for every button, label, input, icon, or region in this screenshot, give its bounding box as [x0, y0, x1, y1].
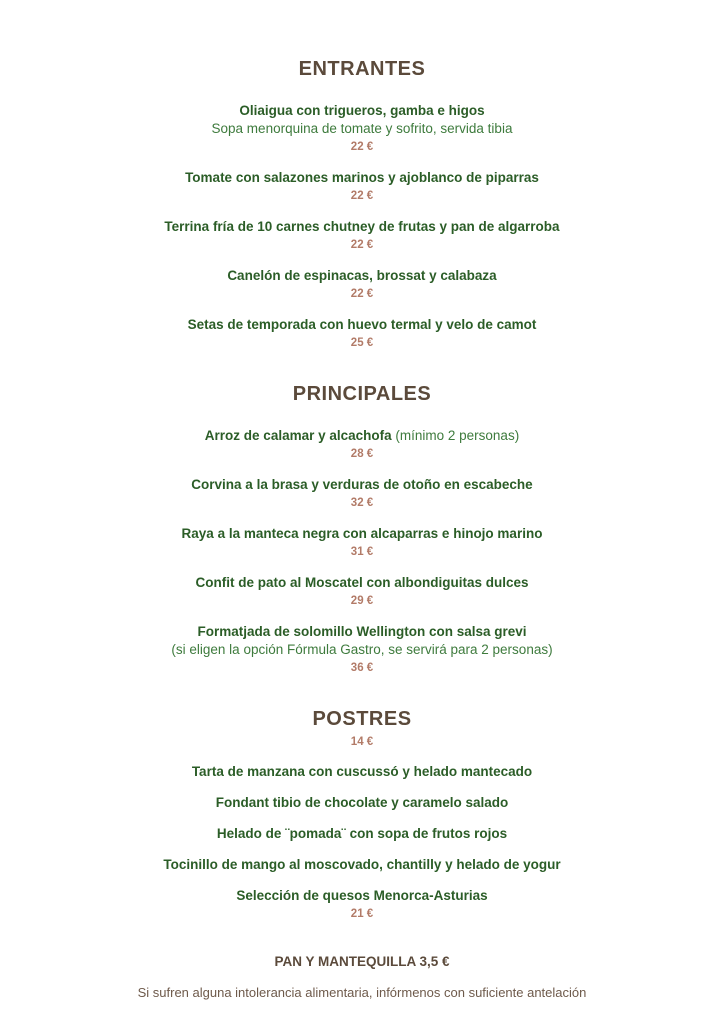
section-title-postres: POSTRES: [312, 708, 412, 730]
dish-name: Oliaigua con trigueros, gamba e higos: [239, 103, 485, 118]
menu-item: [0, 169, 724, 205]
dish-price: 22 €: [350, 190, 374, 202]
dish-price: 21 €: [350, 908, 374, 920]
menu-footer: [0, 953, 724, 1001]
dish-price: 29 €: [350, 595, 374, 607]
dish-name: Terrina fría de 10 carnes chutney de frutas y pan de algarroba: [164, 219, 560, 234]
dish-name: Tocinillo de mango al moscovado, chantilly y helado de yogur: [163, 857, 561, 872]
allergy-notice: Si sufren alguna intolerancia alimentaria, infórmenos con suficiente antelación: [137, 985, 587, 1000]
menu-item: [0, 794, 724, 812]
menu-item: [0, 102, 724, 156]
dish-name: Raya a la manteca negra con alcaparras e hinojo marino: [181, 526, 543, 541]
section-title-entrantes: ENTRANTES: [298, 58, 426, 80]
menu-item: [0, 218, 724, 254]
menu-item: [0, 887, 724, 923]
section-divider-space: [0, 365, 724, 383]
menu-item: [0, 316, 724, 352]
menu-item: [0, 825, 724, 843]
dish-name: Corvina a la brasa y verduras de otoño en escabeche: [191, 477, 533, 492]
dish-name: Tarta de manzana con cuscussó y helado mantecado: [191, 764, 533, 779]
menu-item: [0, 574, 724, 610]
dish-price: 22 €: [350, 141, 374, 153]
dish-name: Formatjada de solomillo Wellington con salsa grevi: [197, 624, 527, 639]
dish-description: Sopa menorquina de tomate y sofrito, servida tibia: [211, 121, 513, 136]
menu-item: [0, 525, 724, 561]
menu-item: [0, 856, 724, 874]
dish-name: Setas de temporada con huevo termal y velo de camot: [187, 317, 537, 332]
dish-name-note: (mínimo 2 personas): [391, 428, 520, 443]
dish-name: Tomate con salazones marinos y ajoblanco de piparras: [185, 170, 539, 185]
dish-name: Confit de pato al Moscatel con albondiguitas dulces: [195, 575, 529, 590]
section-price: 14 €: [350, 736, 374, 748]
dish-name: Selección de quesos Menorca-Asturias: [236, 888, 488, 903]
dish-name: Canelón de espinacas, brossat y calabaza: [227, 268, 497, 283]
dish-name: Helado de ¨pomada¨ con sopa de frutos rojos: [216, 826, 508, 841]
dish-price: 22 €: [350, 239, 374, 251]
dish-price: 25 €: [350, 337, 374, 349]
dish-price: 22 €: [350, 288, 374, 300]
section-principales: [0, 383, 724, 677]
section-postres: [0, 708, 724, 923]
dish-price: 32 €: [350, 497, 374, 509]
dish-description: (si eligen la opción Fórmula Gastro, se servirá para 2 personas): [171, 642, 553, 657]
section-entrantes: [0, 58, 724, 352]
menu-item: [0, 763, 724, 781]
dish-name: [0, 427, 724, 445]
menu-item: [0, 427, 724, 463]
menu-item: [0, 476, 724, 512]
dish-name: Fondant tibio de chocolate y caramelo salado: [215, 795, 509, 810]
dish-name-main: Arroz de calamar y alcachofa: [204, 428, 392, 443]
dish-price: 31 €: [350, 546, 374, 558]
dish-price: 28 €: [350, 448, 374, 460]
bread-and-butter-line: PAN Y MANTEQUILLA 3,5 €: [274, 954, 450, 969]
menu-item: [0, 623, 724, 677]
menu-item: [0, 267, 724, 303]
dish-price: 36 €: [350, 662, 374, 674]
section-divider-space: [0, 690, 724, 708]
section-title-principales: PRINCIPALES: [292, 383, 432, 405]
